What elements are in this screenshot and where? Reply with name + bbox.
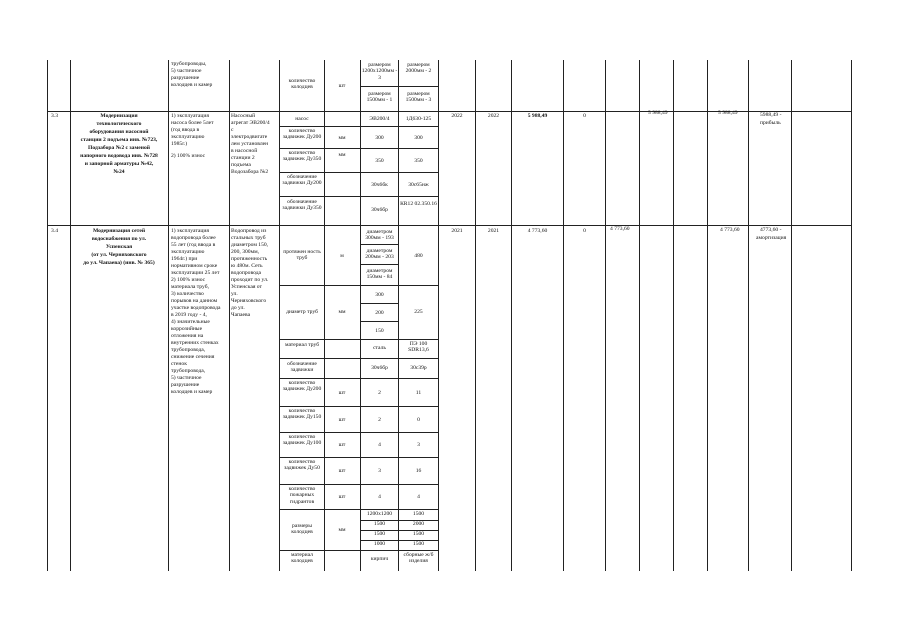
param-new: 1500 — [412, 531, 425, 537]
reason-line: колодцев и камер — [171, 389, 213, 395]
reason-line: в 2019 году - 4, — [171, 312, 207, 318]
project-title-line: (от ул. Черняховского — [91, 252, 147, 258]
param-old: 300 — [375, 292, 384, 298]
table-col-line — [673, 60, 674, 571]
project-title-line: напорного водовода инв. №728 — [80, 153, 158, 159]
year-start: 2022 — [451, 113, 463, 119]
table-col-line — [229, 60, 230, 571]
reason-line: 5) частичное — [171, 375, 202, 381]
top-reason-line: 5) частичное — [171, 68, 202, 74]
table-col-line — [438, 60, 439, 571]
description-line: Черняховского — [231, 298, 267, 304]
cell-line — [279, 196, 438, 197]
param-old: 4 — [378, 494, 381, 500]
param-unit: мм — [338, 152, 346, 158]
table-col-line — [563, 60, 564, 571]
table-col-line — [748, 60, 749, 571]
cell-line — [360, 321, 398, 322]
param-name: протяжен ность труб — [283, 249, 321, 262]
description-line: Чапаева — [231, 312, 251, 318]
description-line: ул. — [231, 291, 238, 297]
param-new: 225 — [414, 309, 423, 315]
cell-line — [279, 126, 438, 127]
description-line: Водозабора №2 — [231, 169, 269, 175]
cell-line — [279, 339, 438, 340]
param-name: количество задвижек Ду200 — [282, 128, 322, 141]
param-old: 150 — [375, 328, 384, 334]
param-old: 4 — [378, 442, 381, 448]
description-line: Насосный — [231, 113, 256, 119]
description-line: ю 480м. Сеть — [231, 263, 263, 269]
cell-line — [279, 550, 438, 551]
top-reason-line: трубопроводы, — [171, 61, 207, 67]
description-line: до ул. — [231, 305, 245, 311]
cell-line — [279, 148, 438, 149]
description-line: протяженность — [231, 256, 268, 262]
top-reason-line: колодцев и камер — [171, 82, 213, 88]
param-old: размером 1500мм - 1 — [366, 91, 393, 104]
param-new: размером 2000мм - 2 — [405, 62, 432, 75]
row-number: 3.4 — [51, 228, 58, 234]
param-name: размеры колодцев — [291, 523, 313, 536]
param-unit: мм — [338, 527, 346, 533]
param-unit: шт — [338, 83, 346, 89]
description-line: 200, 300мм, — [231, 249, 260, 255]
param-new: 30с39р — [410, 365, 427, 371]
param-old: 2 — [378, 390, 381, 396]
param-old: 30ч6бр — [371, 365, 388, 371]
param-name: обозначение задвижки — [287, 361, 317, 374]
param-new: 4 — [417, 494, 420, 500]
description-line: агрегат ЭВ200/4 — [231, 120, 270, 126]
year-end: 2021 — [487, 228, 500, 234]
reason-line: 1) эксплуатация — [171, 113, 209, 119]
table-col-line — [791, 60, 792, 571]
param-old: 2 — [378, 417, 381, 423]
param-old: 1000 — [373, 541, 386, 547]
param-new: ПЭ 100 SDR13,6 — [408, 341, 429, 354]
description-line: Успенская от — [231, 284, 262, 290]
param-old: ЭВ200/4 — [369, 116, 390, 122]
reason-line: коррозийные — [171, 326, 203, 332]
param-new: 11 — [415, 390, 422, 396]
param-unit: шт — [338, 494, 346, 500]
amount-value: 5 988,49 — [648, 110, 668, 116]
table-col-line — [279, 60, 280, 571]
param-old: кирпич — [370, 556, 389, 562]
reason-line: нормативном сроке — [171, 263, 218, 269]
param-name: количество задвижек Ду100 — [282, 434, 322, 447]
cost-value: 4 773,60 — [527, 228, 548, 234]
reason-line: 3) количество — [171, 291, 204, 297]
param-old: 1200х1200 — [366, 511, 393, 517]
table-border-right — [851, 60, 852, 571]
project-title-line: технологического — [96, 121, 142, 127]
table-col-line — [168, 60, 169, 571]
param-new: 3 — [417, 442, 420, 448]
note-line: амортизация — [756, 235, 787, 241]
description-line: в насосной — [231, 148, 258, 154]
param-old: 200 — [375, 310, 384, 316]
param-name: обозначение задвижки Ду200 — [282, 174, 322, 187]
reason-line: внутренних стенках — [171, 340, 219, 346]
reason-line: 2) 100% износ — [171, 277, 206, 283]
reason-line: 4) значительные — [171, 319, 210, 325]
param-name: количество задвижек Ду50 — [284, 459, 320, 472]
param-old: диаметром 150мм - 84 — [366, 268, 393, 281]
param-old: диаметром 300мм - 193 — [365, 229, 394, 242]
note-line: 5988,49 - — [760, 112, 782, 118]
cell-line — [360, 264, 398, 265]
cell-line — [360, 244, 398, 245]
reason-line: эксплуатации 25 лет — [171, 270, 220, 276]
param-old: 1500 — [373, 531, 386, 537]
table-col-line — [475, 60, 476, 571]
param-name: количество задвижек Ду150 — [282, 408, 322, 421]
cell-line — [279, 378, 438, 379]
cell-line — [279, 484, 438, 485]
cell-line — [279, 172, 438, 173]
amount-value: 4 773,60 — [610, 226, 630, 232]
reason-line: эксплуатацию — [171, 249, 205, 255]
amount-value: 5 988,49 — [718, 110, 738, 116]
cell-line — [279, 358, 438, 359]
description-line: проходит по ул. — [231, 277, 269, 283]
param-new: сборные ж/б изделия — [403, 552, 434, 565]
param-new: 1Д630-125 — [405, 116, 432, 122]
param-old: размером 1200х1200мм - 3 — [361, 62, 398, 81]
year-start: 2021 — [451, 228, 463, 234]
description-line: Водопровод из — [231, 228, 267, 234]
param-new: 0 — [417, 417, 420, 423]
description-line: с — [231, 127, 234, 133]
param-new: 2000 — [412, 521, 425, 527]
zero-value: 0 — [583, 228, 586, 234]
reason-line: насоса более 5лет — [171, 120, 214, 126]
project-title-line: Подзабора №2 с заменой — [87, 145, 151, 151]
project-title-line: Модернизация сетей — [92, 228, 146, 234]
reason-line: отложения на — [171, 333, 204, 339]
param-old: сталь — [373, 345, 386, 351]
param-new: размером 1500мм - 3 — [405, 91, 432, 104]
year-end: 2022 — [487, 113, 500, 119]
param-old: 30ч6бр — [371, 207, 388, 213]
project-title-line: №24 — [113, 169, 125, 175]
reason-line: разрушение — [171, 382, 200, 388]
description-line: электродвигате — [231, 134, 268, 140]
cell-line — [360, 303, 398, 304]
note-line: прибыль — [760, 120, 781, 126]
description-line: станции 2 — [231, 155, 255, 161]
table-col-line — [639, 60, 640, 571]
reason-line: участке водопровода — [171, 305, 221, 311]
project-title-line: водоснабжения по ул. — [91, 236, 147, 242]
param-old: 1500 — [373, 521, 386, 527]
param-name: материал труб — [284, 342, 320, 348]
param-unit: м — [340, 253, 344, 259]
table-col-line — [605, 60, 606, 571]
param-unit: шт — [338, 390, 346, 396]
cell-line — [279, 432, 438, 433]
project-title-line: и запорной арматуры №42, — [84, 161, 154, 167]
cost-value: 5 988,49 — [527, 113, 548, 119]
param-name: количество задвижек Ду350 — [282, 150, 322, 163]
cell-line — [279, 285, 438, 286]
reason-line: порывов на данном — [171, 298, 218, 304]
reason-line: (год ввода в — [171, 127, 200, 133]
param-old: диаметром 200мм - 203 — [365, 248, 394, 261]
param-unit: шт — [338, 417, 346, 423]
param-old: 350 — [375, 158, 384, 164]
param-name: количество задвижек Ду200 — [282, 380, 322, 393]
description-line: подъема — [231, 162, 251, 168]
description-line: стальных труб — [231, 235, 266, 241]
table-col-line — [707, 60, 708, 571]
param-unit: шт — [338, 468, 346, 474]
param-new: 1500 — [412, 511, 425, 517]
cell-line — [279, 457, 438, 458]
reason-line: эксплуатацию — [171, 134, 205, 140]
table-border-left — [47, 60, 48, 571]
param-new: 30с65нж — [408, 182, 429, 188]
param-new: КR12 02.350.16 — [400, 201, 437, 207]
param-name: количество колодцев — [288, 78, 316, 91]
param-name: диаметр труб — [286, 309, 318, 315]
reason-line: снижение сечения — [171, 354, 215, 360]
project-title-line: Модернизация — [100, 113, 138, 119]
note-line: 4773,60 - — [760, 227, 782, 233]
param-unit: шт — [338, 442, 346, 448]
param-new: 16 — [415, 468, 422, 474]
reason-line: 55 лет (год ввода в — [171, 242, 216, 248]
param-unit: мм — [338, 135, 346, 141]
param-name: материал колодцев — [291, 552, 313, 565]
param-unit: мм — [338, 309, 346, 315]
project-title-line: до ул. Чапаева) (инв. № 365) — [83, 260, 155, 266]
project-title-line: станции 2 подъема инв. №723, — [80, 137, 158, 143]
amount-value: 4 773,60 — [720, 227, 740, 233]
project-title-line: оборудования насосной — [89, 129, 149, 135]
cell-line — [279, 406, 438, 407]
project-title-line: Успенская — [105, 244, 133, 250]
zero-value: 0 — [583, 113, 586, 119]
row-separator — [47, 225, 852, 226]
reason-line: 1985г.) — [171, 141, 188, 147]
cell-line — [279, 509, 438, 510]
param-new: 1500 — [412, 541, 425, 547]
param-new: 480 — [414, 253, 423, 259]
table-col-line — [511, 60, 512, 571]
param-name: насос — [295, 116, 309, 122]
param-old: 30ч6бк — [371, 182, 388, 188]
reason-line: 2) 100% износ — [171, 153, 206, 159]
param-new: 300 — [414, 135, 423, 141]
reason-line: трубопровода, — [171, 347, 206, 353]
top-reason-line: разрушение — [171, 75, 200, 81]
param-old: 3 — [378, 468, 381, 474]
description-line: лем установлен — [231, 141, 269, 147]
reason-line: водопровода более — [171, 235, 216, 241]
description-line: диаметром 150, — [231, 242, 269, 248]
reason-line: трубопровода, — [171, 368, 206, 374]
param-name: количество пожарных гидрантов — [288, 486, 316, 505]
reason-line: 1) эксплуатация — [171, 228, 209, 234]
row-number: 3.3 — [51, 113, 58, 119]
param-new: 350 — [414, 158, 423, 164]
description-line: водопровода — [231, 270, 262, 276]
reason-line: стенок — [171, 361, 187, 367]
reason-line: материала труб, — [171, 284, 209, 290]
param-name: обозначение задвижки Ду350 — [282, 199, 322, 212]
cell-line — [360, 86, 438, 87]
reason-line: 1964г.) при — [171, 256, 198, 262]
param-old: 300 — [375, 135, 384, 141]
